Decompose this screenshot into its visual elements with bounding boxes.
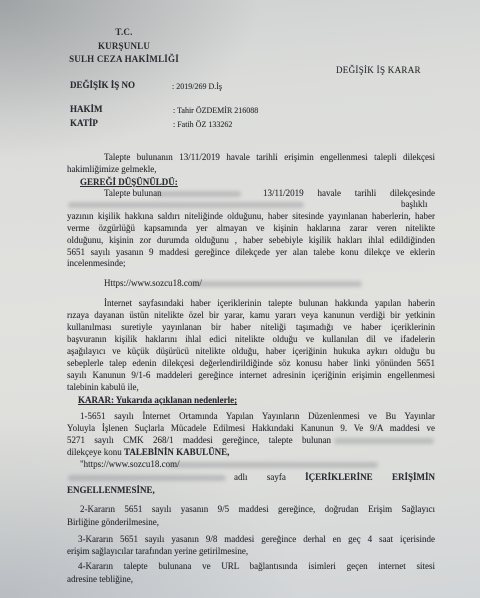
considered-url: Https://www.sozcu18.com/	[104, 278, 202, 288]
decision-item-line: Yoluyla İşlenen Suçlarla Mücadele Edilmesi Hakkındaki Kanunun 9. Ve 9/A maddesi ve	[67, 423, 435, 433]
considered-line: incelenmesinde;	[67, 258, 126, 268]
assessment-line: sayılı Kanunun 9/1-6 maddeleri gereğince internet adresinin içeriğinin erişimin engellenmesi	[67, 370, 435, 380]
assessment-line: kullanılması suretiyle yayınlanan bir haber niteliği taşımadığı ve haber içeriklerinin	[67, 322, 435, 332]
redacted-text	[68, 202, 304, 208]
case-no-label: DEĞİŞİK İŞ NO	[70, 80, 136, 90]
intro-line: Talepte bulunanın 13/11/2019 havale tarihli erişimin engellenmesi talepli dilekçesi	[104, 152, 435, 162]
decision-engel-text: ENGELLENMESİNE,	[67, 485, 155, 495]
redacted-text	[190, 281, 362, 287]
case-no-value: : 2019/269 D.İş	[172, 82, 222, 91]
decision-item-line: 3-Kararın 5651 sayılı yasanın 9/8 maddesi gereğince derhal en geç 4 saat içerisinde	[78, 534, 435, 544]
decision-item-line: 5271 sayılı CMK 268/1 maddesi gereğince, talepte bulunan	[67, 435, 331, 445]
decision-item-line: erişim sağlayıcılar tarafından yerine getirilmesine,	[67, 546, 249, 556]
considered-line: yazının kişilik hakkına saldırı niteliğinde olduğunu, haber sitesinde yayınlanan haberlerin, haber	[67, 211, 435, 221]
considered-line: olduğunu, kişinin zor durumda olduğunu , haber sebebiyle kişilik hakları ihlal edildiğinden	[67, 235, 435, 245]
assessment-line: rızaya dayanan üstün nitelikte özel bir yarar, kamu yararı veya kanunun verdiği bir yetkinin	[67, 310, 435, 320]
assessment-line: başvuranın kişilik haklarını ihlal edici nitelikte olduğu ve kullanılan dil ve ifadelerin	[67, 334, 435, 344]
decision-item-line: Birliğine gönderilmesine,	[67, 517, 159, 527]
decision-erisim-text: ERİŞİMİN	[392, 472, 436, 482]
redacted-text	[168, 462, 378, 468]
decision-item-line: adresine tebliğine,	[67, 574, 133, 584]
considered-line: verme özgürlüğü kapsamında yer almayan ve kişinin haklarına zarar veren nitelikte	[67, 223, 435, 233]
decision-kabul-text: TALEBİNİN KABULÜNE,	[123, 447, 230, 457]
assessment-line: İnternet sayfasındaki haber içeriklerinin talepte bulunan hakkında yapılan haberin	[104, 298, 435, 308]
court-name: SULH CEZA HAKİMLİĞİ	[69, 54, 179, 64]
considered-line: 5651 sayılı yasanın 9 maddesi gereğince dilekçede yer alan talebe konu dilekçe ve eklerin	[67, 247, 435, 257]
assessment-line: talebinin kabulü ile,	[67, 382, 139, 392]
considered-line-start: Talepte bulunan	[104, 188, 162, 198]
considered-line-end: 13/11/2019 havale tarihli dilekçesinde	[263, 188, 435, 198]
clerk-label: KATİP	[70, 118, 98, 128]
assessment-line: sebeplerle talep edenin dilekçesi değerlendirildiğinde söz konusu haber linki yönünden 5651	[67, 358, 435, 368]
decision-item-line: 2-Kararın 5651 sayılı yasanın 9/5 maddesi gereğince, doğrudan Erişim Sağlayıcı	[80, 504, 435, 514]
redacted-text	[68, 475, 226, 481]
decision-item-line	[67, 447, 435, 458]
considered-title-suffix: başlıklı	[401, 199, 428, 209]
decision-adli-text: adlı	[234, 472, 248, 482]
decision-item-line: 1-5651 sayılı İnternet Ortamında Yapılan Yayınların Düzenlenmesi ve Bu Yayınlar	[80, 411, 435, 421]
assessment-line: aşağılayıcı ve küçük düşürücü nitelikte olduğu, haber içeriğinin hukuka aykırı olduğu bu	[67, 346, 435, 356]
considered-heading: GEREĞİ DÜŞÜNÜLDÜ:	[80, 177, 178, 187]
decision-url: "https://www.sozcu18.com/	[80, 459, 180, 469]
clerk-value: : Fatih ÖZ 133262	[173, 120, 233, 129]
decision-sayfa-text: sayfa	[266, 472, 286, 482]
decision-heading: KARAR: Yukarıda açıklanan nedenlerle;	[78, 395, 238, 405]
redacted-text	[155, 191, 241, 197]
judge-label: HAKİM	[70, 104, 103, 114]
decision-item-line: 4-Kararın talepte bulunana ve URL bağlantısında isimleri geçen internet sitesi	[78, 561, 435, 571]
decision-konu-text: dilekçeye konu	[67, 447, 122, 457]
redacted-text	[334, 438, 434, 444]
judge-value: : Tahir ÖZDEMİR 216088	[173, 106, 259, 115]
header-tc: T.C.	[115, 27, 133, 37]
decision-item-line	[234, 472, 435, 483]
intro-line: hakimliğimize gelmekle,	[67, 164, 157, 174]
decision-type: DEĞİŞİK İŞ KARAR	[336, 65, 421, 75]
court-city: KURŞUNLU	[97, 41, 151, 51]
decision-icerik-text: İÇERİKLERİNE	[305, 472, 373, 482]
